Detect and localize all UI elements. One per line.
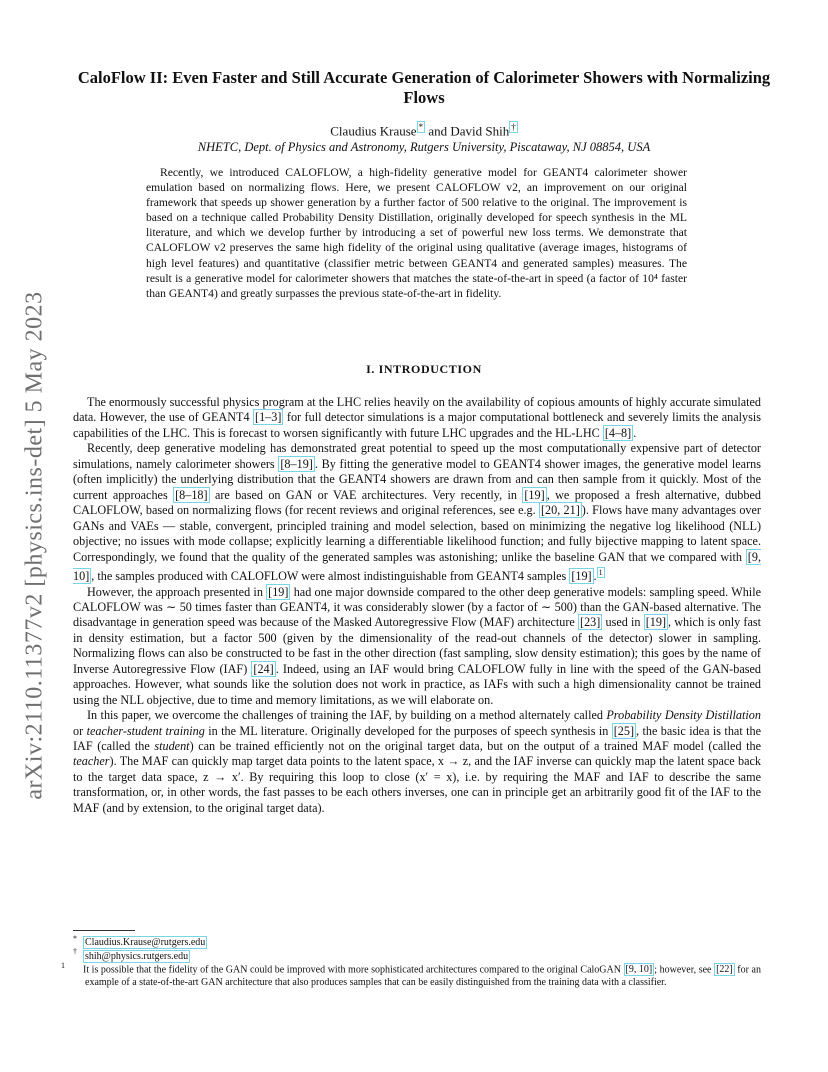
footnote bbox=[73, 936, 761, 949]
author-conjunction: and bbox=[425, 123, 451, 139]
citation-link[interactable]: [19] bbox=[571, 569, 592, 584]
emphasis-text: teacher bbox=[73, 754, 110, 769]
emphasis-text: teacher-student training bbox=[86, 723, 205, 738]
emphasis-text: student bbox=[154, 739, 190, 754]
email-link[interactable]: Claudius.Krause@rutgers.edu bbox=[85, 937, 206, 949]
text-run: . By fitting the generative model to GEANT4 shower images, the generative model learns (often implicitly) the underlying distribution that the GEANT4 showers are drawn from and can then sample from it quickly. Most of the current approaches bbox=[73, 456, 761, 502]
text-run: ) can be trained efficiently not on the original target data, but on the output of a trained MAF model (called the bbox=[189, 739, 761, 754]
body-text bbox=[73, 395, 761, 816]
author-name: David Shih bbox=[450, 123, 510, 139]
author-line bbox=[60, 123, 788, 139]
text-run: ). Flows have many advantages over GANs and VAEs — stable, convergent, principled training and model selection, based on minimizing the negative log likelihood (NLL) objective; no issues with mode collapse; explicitly learning a differentiable likelihood function; and fully bijective mapping to latent space. Correspondingly, we found that the quality of the generated samples was astonishing; unlike the baseline GAN that we compared with bbox=[73, 503, 761, 564]
paragraph bbox=[73, 708, 761, 816]
footnote-link[interactable]: † bbox=[511, 122, 516, 132]
abstract: Recently, we introduced CALOFLOW, a high-fidelity generative model for GEANT4 calorimeter shower emulation based on normalizing flows. Here, we present CALOFLOW v2, an improvement on our original framework that speeds up shower generation by a further factor of 500 relative to the original. The improvement is based on a technique called Probability Density Distillation, originally developed for speech synthesis in the ML literature, and which we develop further by introducing a set of powerful new loss terms. We demonstrate that CALOFLOW v2 preserves the same high fidelity of the original using qualitative (average images, histograms of high level features) and quantitative (classifier metric between GEANT4 and generated samples) measures. The result is a generative model for calorimeter showers that matches the state-of-the-art in speed (a factor of 10⁴ faster than GEANT4) and greatly surpasses the previous state-of-the-art in fidelity. bbox=[146, 166, 687, 300]
text-run: in the ML literature. Originally developed for the purposes of speech synthesis in bbox=[204, 723, 612, 738]
text-run: for full detector simulations is a major computational bottleneck and severely limits the analysis capabilities of the LHC. This is forecast to worsen significantly with future LHC upgrades and the HL-LHC bbox=[73, 410, 762, 440]
paragraph bbox=[73, 395, 761, 441]
text-run: , the samples produced with CALOFLOW were almost indistinguishable from GEANT4 samples bbox=[91, 569, 570, 584]
text-run: . Indeed, using an IAF would bring CALOFLOW fully in line with the speed of the GAN-based approaches. However, what sounds like the solution does not work in practice, as IAFs with such a high dimensionality cannot be trained using the NLL objective, due to time and memory limitations, as we will elaborate on. bbox=[73, 661, 761, 707]
text-run: It is possible that the fidelity of the GAN could be improved with more sophisticated architectures compared to the original CaloGAN bbox=[83, 963, 624, 975]
footnote-divider bbox=[73, 930, 135, 931]
text-run: are based on GAN or VAE architectures. Very recently, in bbox=[209, 487, 523, 502]
footnote-link[interactable]: * bbox=[418, 122, 424, 132]
section-heading: I. INTRODUCTION bbox=[366, 362, 482, 376]
email-link[interactable]: shih@physics.rutgers.edu bbox=[85, 950, 189, 962]
text-run: . bbox=[633, 425, 637, 440]
text-run: . bbox=[593, 569, 597, 584]
citation-link[interactable]: [1–3] bbox=[255, 410, 282, 425]
text-run: However, the approach presented in bbox=[87, 584, 267, 599]
citation-link[interactable]: [9, 10] bbox=[625, 963, 653, 975]
arxiv-identifier-text: arXiv:2110.11377v2 [physics.ins-det] 5 May 2023 bbox=[21, 290, 48, 800]
paragraph bbox=[73, 441, 761, 584]
text-run: or bbox=[73, 723, 87, 738]
emphasis-text: Probability Density Distillation bbox=[606, 708, 761, 723]
footnote-link[interactable]: 1 bbox=[598, 567, 603, 577]
footnote-mark: 1 bbox=[61, 960, 65, 970]
citation-link[interactable]: [19] bbox=[645, 615, 667, 630]
text-run: ; however, see bbox=[654, 963, 715, 975]
footnotes bbox=[61, 934, 761, 989]
text-run: used in bbox=[602, 615, 644, 630]
text-run: , we proposed a fresh alternative, dubbed CALOFLOW, based on normalizing flows (for recent reviews and original references, see e.g. bbox=[73, 487, 761, 518]
citation-link[interactable]: [8–19] bbox=[280, 456, 313, 471]
citation-link[interactable]: [23] bbox=[580, 615, 601, 630]
affiliation: NHETC, Dept. of Physics and Astronomy, Rutgers University, Piscataway, NJ 08854, USA bbox=[197, 140, 651, 154]
text-run: had one major downside compared to the other deep generative models: sampling speed. While CALOFLOW was ∼ 50 times faster than GEANT4, it was considerably slower (by a factor of ∼ 500) than the GAN-based alternative. The disadvantage in generation speed was because of the Masked Autoregressive Flow (MAF) architecture bbox=[73, 584, 761, 630]
citation-link[interactable]: [24] bbox=[253, 661, 274, 676]
citation-link[interactable]: [25] bbox=[613, 723, 635, 738]
text-run: ). The MAF can quickly map target data points to the latent space, x → z, and the IAF inverse can quickly map the latent space back to the target data space, z → x′. By requiring this loop to close (x′ = x), i.e. by requiring the MAF and IAF to describe the same transformation, or, in other words, the fast passes to be each others inverses, one can in principle get an arbitrarily good fit of the IAF to the MAF (and by extension, to the original target data). bbox=[73, 754, 761, 815]
footnote bbox=[73, 949, 761, 962]
citation-link[interactable]: [22] bbox=[716, 963, 733, 975]
author-name: Claudius Krause bbox=[330, 123, 417, 139]
footnote-mark: † bbox=[73, 947, 77, 957]
paper-title: CaloFlow II: Even Faster and Still Accurate Generation of Calorimeter Showers with Normalizing Flows bbox=[77, 68, 771, 107]
text-run: for an example of a state-of-the-art GAN architecture that also produces samples that can be easily distinguished from the training data with a classifier. bbox=[85, 963, 761, 988]
citation-link[interactable]: [9, 10] bbox=[73, 549, 761, 584]
footnote bbox=[61, 960, 761, 989]
footnote-mark: * bbox=[73, 934, 77, 943]
text-run: In this paper, we overcome the challenges of training the IAF, by building on a method alternately called bbox=[87, 708, 607, 723]
text-run: , which is only fast in density estimation, but a factor 500 (given by the dimensionality of the read-out channels of the detector) slower in sampling. Normalizing flows can also be constructed to be fast in the other direction (fast sampling, slow density estimation); this goes by the name of Inverse Autoregressive Flow (IAF) bbox=[73, 615, 761, 676]
text-run: The enormously successful physics program at the LHC relies heavily on the availability of copious amounts of highly accurate simulated data. However, the use of GEANT4 bbox=[73, 395, 761, 425]
citation-link[interactable]: [8–18] bbox=[175, 487, 208, 502]
citation-link[interactable]: [19] bbox=[524, 487, 545, 502]
text-run: , the basic idea is that the IAF (called the bbox=[73, 723, 761, 754]
text-run: Recently, deep generative modeling has demonstrated great potential to speed up the most computationally expensive part of detector simulations, namely calorimeter showers bbox=[73, 441, 761, 471]
arxiv-identifier-stamp bbox=[22, 265, 48, 825]
citation-link[interactable]: [4–8] bbox=[604, 425, 632, 440]
citation-link[interactable]: [20, 21] bbox=[540, 503, 580, 518]
paragraph bbox=[73, 585, 761, 709]
citation-link[interactable]: [19] bbox=[268, 584, 289, 599]
